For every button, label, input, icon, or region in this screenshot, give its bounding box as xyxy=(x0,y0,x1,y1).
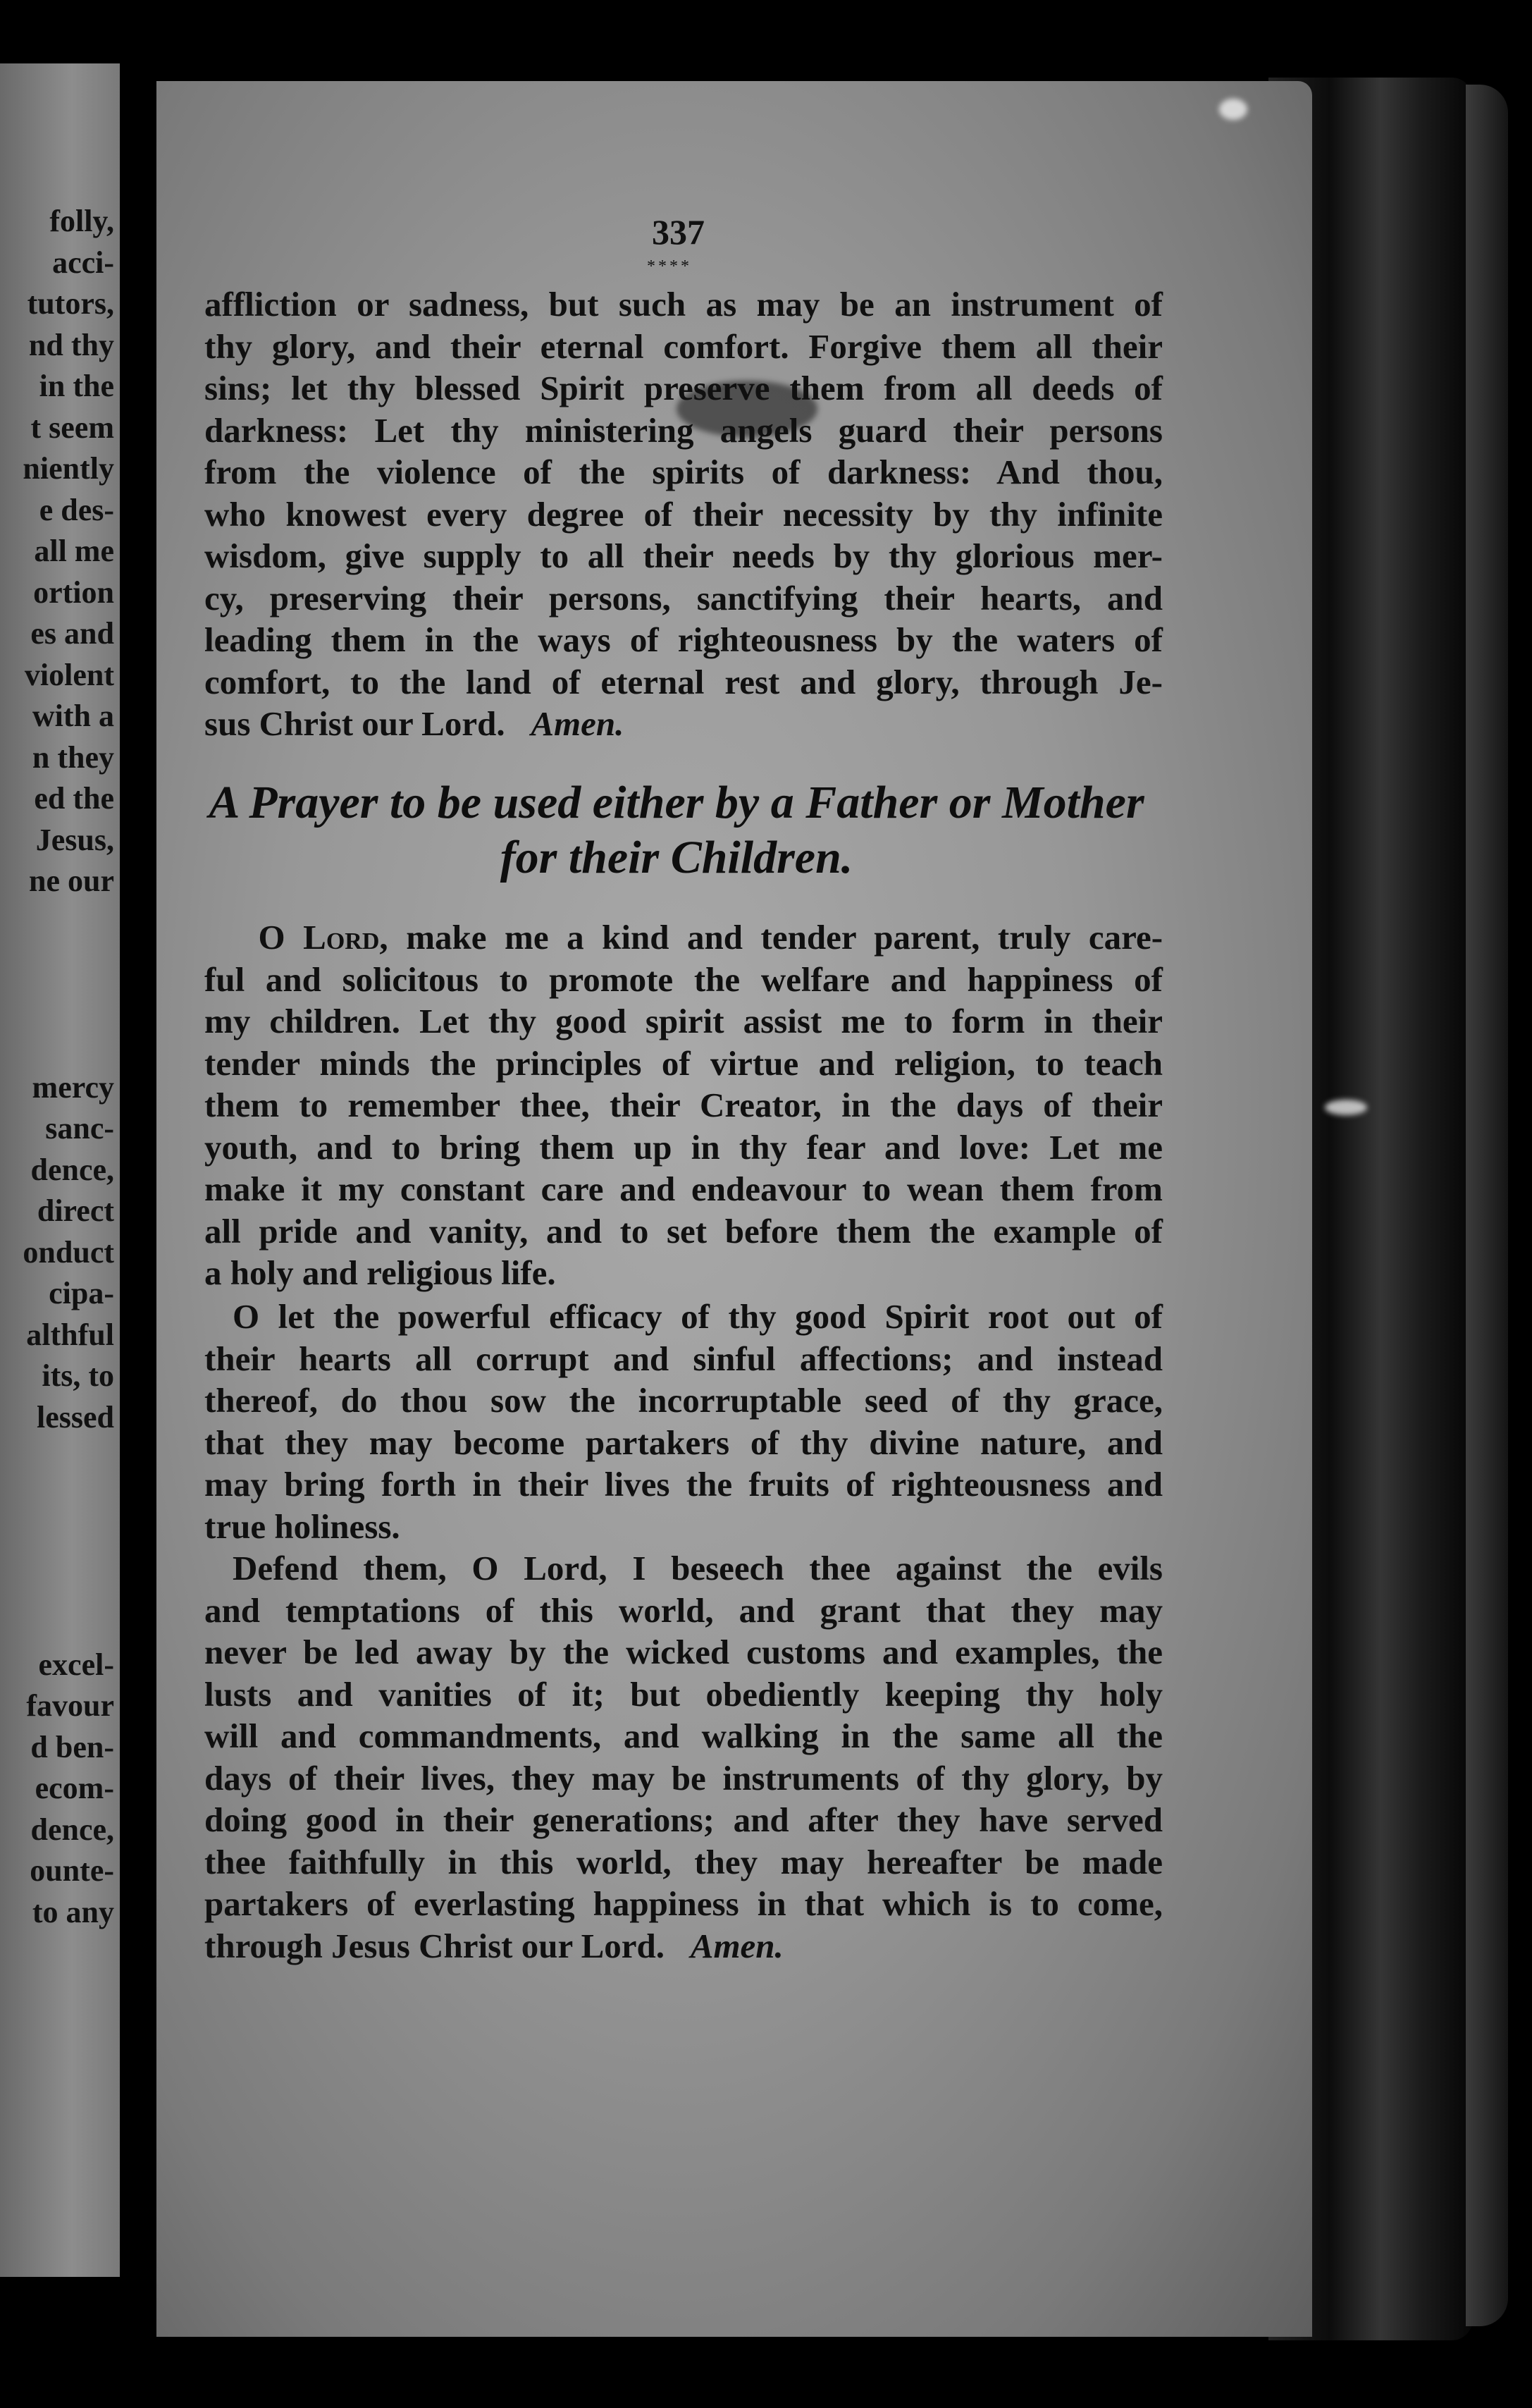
text-line: that they may become partakers of thy divine nature, and xyxy=(204,1423,1163,1462)
facing-page-fragment: ne our xyxy=(29,864,114,898)
facing-page-fragment: lessed xyxy=(37,1399,114,1435)
page-ornament: **** xyxy=(647,257,692,276)
facing-page-fragment: ed the xyxy=(34,781,114,816)
text-line: wisdom, give supply to all their needs by thy glorious mer- xyxy=(204,536,1163,575)
facing-page-fragment: cipa- xyxy=(49,1276,114,1310)
facing-page-fragment: n they xyxy=(32,739,114,775)
facing-page-fragment: es and xyxy=(30,616,114,651)
text-line: thee faithfully in this world, they may hereafter be made xyxy=(204,1842,1163,1881)
facing-page-fragment: dence, xyxy=(30,1152,114,1187)
facing-page-fragment: mercy xyxy=(32,1069,114,1105)
text-line: a holy and religious life. xyxy=(204,1253,556,1292)
text-line: never be led away by the wicked customs and examples, the xyxy=(204,1633,1163,1671)
text-fragment: through Jesus Christ our Lord. xyxy=(204,1926,665,1965)
facing-page-fragment: sanc- xyxy=(45,1111,114,1145)
text-line: Defend them, O Lord, I beseech thee against the evils xyxy=(233,1549,1163,1587)
text-line: and temptations of this world, and grant that they may xyxy=(204,1590,1163,1630)
prayer-heading xyxy=(190,775,1163,885)
paper-flaw-spot xyxy=(1219,99,1247,120)
text-line: them to remember thee, their Creator, in the days of their xyxy=(204,1086,1163,1124)
text-line: affliction or sadness, but such as may be an instrument of xyxy=(204,285,1163,324)
facing-page-fragment: niently xyxy=(23,451,114,486)
text-line: tender minds the principles of virtue and religion, to teach xyxy=(204,1043,1163,1083)
facing-page-fragment: excel- xyxy=(38,1647,114,1682)
facing-page-fragment: acci- xyxy=(52,245,114,280)
facing-page-fragment: nd thy xyxy=(28,327,114,362)
text-line: may bring forth in their lives the fruits of righteousness and xyxy=(204,1465,1163,1504)
facing-page-fragment: d ben- xyxy=(30,1729,114,1764)
facing-page-fragment: Jesus, xyxy=(35,822,114,857)
facing-page-fragment: dence, xyxy=(30,1812,114,1847)
text-line: my children. Let thy good spirit assist me to form in their xyxy=(204,1002,1163,1040)
text-line: ful and solicitous to promote the welfare and happiness of xyxy=(204,959,1163,999)
amen-text: Amen. xyxy=(690,1926,784,1965)
text-line: lusts and vanities of it; but obediently keeping thy holy xyxy=(204,1674,1163,1714)
text-line: make it my constant care and endeavour to wean them from xyxy=(204,1169,1163,1208)
facing-page-fragment: direct xyxy=(37,1193,114,1228)
facing-page-fragment: t seem xyxy=(30,410,114,445)
text-line: all pride and vanity, and to set before them the example of xyxy=(204,1211,1163,1251)
page-gutter xyxy=(120,63,156,2340)
paragraph-4 xyxy=(204,1547,1163,1967)
paragraph-1 xyxy=(204,283,1163,745)
paragraph-2 xyxy=(204,916,1163,1294)
facing-page-fragment: favour xyxy=(26,1688,114,1723)
book-edge xyxy=(1466,85,1508,2326)
text-line: O let the powerful efficacy of thy good Spirit root out of xyxy=(233,1297,1163,1336)
page-number: 337 xyxy=(652,212,705,252)
text-line-first xyxy=(204,916,1163,959)
facing-page-fragment: ounte- xyxy=(30,1853,114,1888)
text-line: doing good in their generations; and after they have served xyxy=(204,1800,1163,1839)
text-line: days of their lives, they may be instruments of thy glory, by xyxy=(204,1758,1163,1798)
facing-page-fragment: e des- xyxy=(39,492,114,527)
lead-word: O Lord, xyxy=(258,918,388,957)
amen-text: Amen. xyxy=(531,704,624,743)
facing-page-fragment: with a xyxy=(32,699,114,733)
facing-page-fragment: tutors, xyxy=(27,286,114,321)
facing-page-fragment: onduct xyxy=(23,1234,114,1270)
paper-flaw-spot xyxy=(1325,1100,1367,1115)
facing-page-fragment: all me xyxy=(34,534,114,568)
facing-page-fragment: ortion xyxy=(33,575,114,610)
facing-page-fragment: violent xyxy=(24,657,114,692)
facing-page-fragment: ecom- xyxy=(35,1771,114,1805)
heading-line: for their Children. xyxy=(500,832,853,883)
facing-page-fragment: its, to xyxy=(42,1358,114,1393)
paragraph-3 xyxy=(204,1296,1163,1547)
text-line: youth, and to bring them up in thy fear and love: Let me xyxy=(204,1127,1163,1167)
facing-page-fragment: althful xyxy=(26,1317,114,1352)
text-line: will and commandments, and walking in the same all the xyxy=(204,1716,1163,1755)
text-line: leading them in the ways of righteousness by the waters of xyxy=(204,620,1163,659)
text-line-last xyxy=(204,703,1163,745)
text-line: who knowest every degree of their necessity by thy infinite xyxy=(204,494,1163,534)
text-line: from the violence of the spirits of darkness: And thou, xyxy=(204,453,1163,491)
facing-page-fragment: folly, xyxy=(49,204,114,238)
text-line: comfort, to the land of eternal rest and glory, through Je- xyxy=(204,662,1163,701)
facing-page-fragment: in the xyxy=(39,369,114,403)
text-line: partakers of everlasting happiness in that which is to come, xyxy=(204,1884,1163,1923)
facing-page-fragment: to any xyxy=(32,1894,114,1929)
text-fragment: make me a kind and tender parent, truly care- xyxy=(406,918,1163,957)
text-line: thereof, do thou sow the incorruptable seed of thy grace, xyxy=(204,1381,1163,1420)
facing-page-left xyxy=(0,63,120,2277)
heading-line: A Prayer to be used either by a Father or Mother xyxy=(209,777,1144,828)
text-line: sins; let thy blessed Spirit preserve them from all deeds of xyxy=(204,369,1163,407)
text-fragment: sus Christ our Lord. xyxy=(204,704,505,743)
text-line-last xyxy=(204,1925,1163,1967)
text-line: thy glory, and their eternal comfort. Forgive them all their xyxy=(204,326,1163,366)
text-line: cy, preserving their persons, sanctifying their hearts, and xyxy=(204,578,1163,618)
text-line: darkness: Let thy ministering angels guard their persons xyxy=(204,410,1163,450)
text-line: their hearts all corrupt and sinful affections; and instead xyxy=(204,1339,1163,1378)
text-line: true holiness. xyxy=(204,1506,400,1546)
